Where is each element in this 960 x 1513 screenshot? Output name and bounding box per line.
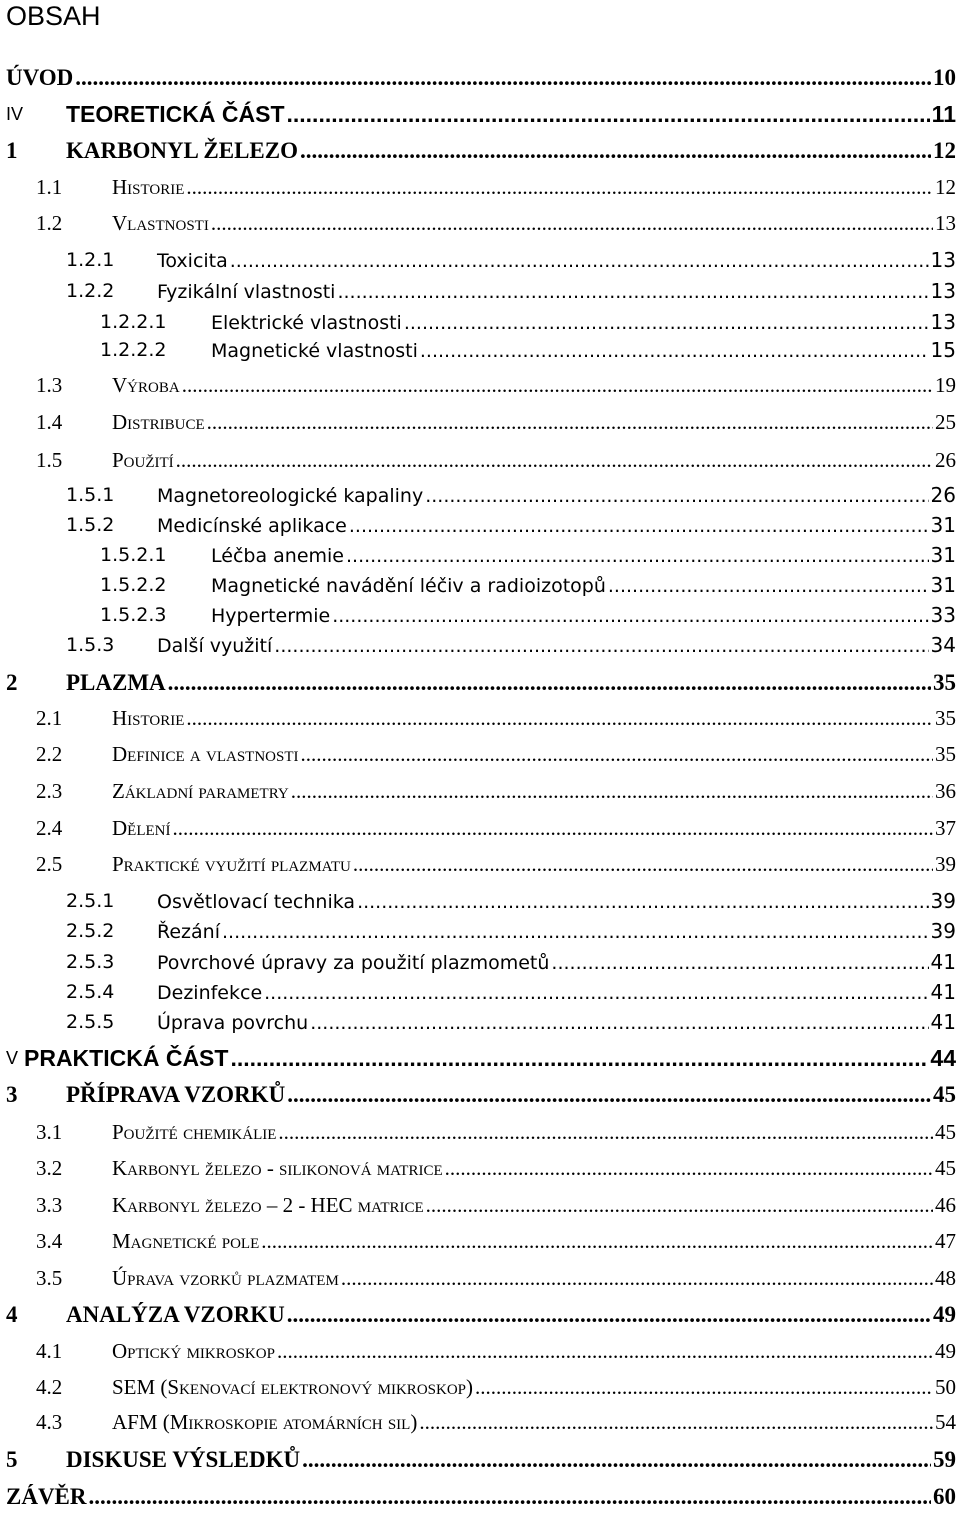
toc-number: 3.5 xyxy=(36,1266,63,1290)
toc-page-number: 13 xyxy=(930,248,956,272)
toc-number: 1.5.2.2 xyxy=(100,574,167,596)
toc-entry[interactable] xyxy=(0,98,960,130)
toc-page-number: 10 xyxy=(933,65,956,90)
dot-leader xyxy=(211,207,933,239)
toc-number: 1.4 xyxy=(36,410,63,434)
toc-entry[interactable] xyxy=(0,244,960,276)
toc-page-number: 48 xyxy=(935,1266,956,1290)
toc-number: 1.2.2.2 xyxy=(100,339,167,361)
toc-entry[interactable] xyxy=(0,334,960,366)
toc-label: TEORETICKÁ ČÁST xyxy=(66,101,285,127)
dot-leader xyxy=(426,1189,933,1221)
toc-entry[interactable] xyxy=(0,509,960,541)
toc-entry[interactable] xyxy=(0,775,960,807)
toc-page-number: 26 xyxy=(935,448,956,472)
toc-label: Historie xyxy=(112,175,185,199)
toc-number: 2.5.5 xyxy=(66,1011,115,1033)
dot-leader xyxy=(264,977,928,1009)
toc-number: 2.2 xyxy=(36,742,63,766)
toc-entry[interactable] xyxy=(0,915,960,947)
toc-label: Výroba xyxy=(112,373,180,397)
toc-entry[interactable] xyxy=(0,406,960,438)
toc-page-number: 37 xyxy=(935,816,956,840)
dot-leader xyxy=(357,886,928,918)
dot-leader xyxy=(287,1299,931,1331)
toc-label: KARBONYL ŽELEZO xyxy=(66,138,298,163)
toc-label: Úprava povrchu xyxy=(157,1012,309,1034)
toc-label: ZÁVĚR xyxy=(6,1484,87,1509)
toc-page-number: 31 xyxy=(930,543,956,567)
dot-leader xyxy=(277,1335,933,1367)
toc-label: PLAZMA xyxy=(66,670,166,695)
toc-number: 1.2.2 xyxy=(66,280,115,302)
toc-number: 3.4 xyxy=(36,1229,63,1253)
dot-leader xyxy=(287,98,930,130)
toc-number: 2.5.1 xyxy=(66,890,115,912)
toc-number: V xyxy=(6,1048,19,1068)
toc-entry[interactable] xyxy=(0,539,960,571)
toc-entry[interactable] xyxy=(0,1335,960,1367)
toc-label: Dělení xyxy=(112,816,171,840)
toc-label: Úprava vzorků plazmatem xyxy=(112,1266,339,1290)
toc-entry[interactable] xyxy=(0,667,960,699)
toc-entry[interactable] xyxy=(0,135,960,167)
dot-leader xyxy=(172,812,933,844)
toc-entry[interactable] xyxy=(0,629,960,661)
toc-page-number: 41 xyxy=(930,980,956,1004)
toc-label: Hypertermie xyxy=(211,605,331,627)
dot-leader xyxy=(551,947,928,979)
toc-page-number: 45 xyxy=(935,1120,956,1144)
toc-entry[interactable] xyxy=(0,1116,960,1148)
toc-number: 1.2.2.1 xyxy=(100,311,167,333)
toc-page-number: 45 xyxy=(935,1156,956,1180)
toc-label: Použití xyxy=(112,448,174,472)
dot-leader xyxy=(420,335,929,367)
toc-number: 2.4 xyxy=(36,816,63,840)
toc-page-number: 39 xyxy=(930,919,956,943)
toc-page-number: 39 xyxy=(935,852,956,876)
toc-label: Magnetické pole xyxy=(112,1229,260,1253)
toc-page-number: 33 xyxy=(930,603,956,627)
toc-entry[interactable] xyxy=(0,62,960,94)
toc-number: 2.1 xyxy=(36,706,63,730)
toc-number: IV xyxy=(6,104,24,124)
dot-leader xyxy=(186,702,933,734)
toc-label: Karbonyl železo – 2 - HEC matrice xyxy=(112,1193,424,1217)
toc-entry[interactable] xyxy=(0,885,960,917)
toc-entry[interactable] xyxy=(0,444,960,476)
toc-entry[interactable] xyxy=(0,1406,960,1438)
dot-leader xyxy=(168,667,931,699)
toc-page-number: 35 xyxy=(935,706,956,730)
dot-leader xyxy=(337,276,928,308)
toc-page-number: 54 xyxy=(935,1410,956,1434)
toc-label: Elektrické vlastnosti xyxy=(211,312,402,334)
toc-label: Dezinfekce xyxy=(157,982,263,1004)
toc-label: Fyzikální vlastnosti xyxy=(157,281,336,303)
dot-leader xyxy=(445,1152,933,1184)
toc-number: 1.2 xyxy=(36,211,63,235)
toc-label: Toxicita xyxy=(157,250,228,272)
toc-label: Řezání xyxy=(157,921,220,943)
toc-page-number: 34 xyxy=(930,633,956,657)
toc-page-number: 50 xyxy=(935,1375,956,1399)
toc-label: PŘÍPRAVA VZORKŮ xyxy=(66,1082,286,1107)
toc-page-number: 13 xyxy=(930,279,956,303)
dot-leader xyxy=(346,540,929,572)
toc-entry[interactable] xyxy=(0,848,960,880)
toc-number: 5 xyxy=(6,1447,18,1472)
toc-number: 3.1 xyxy=(36,1120,63,1144)
toc-entry[interactable] xyxy=(0,369,960,401)
toc-number: 1.3 xyxy=(36,373,63,397)
toc-label: Medicínské aplikace xyxy=(157,515,347,537)
dot-leader xyxy=(278,1116,933,1148)
dot-leader xyxy=(341,1262,933,1294)
toc-entry[interactable] xyxy=(0,1371,960,1403)
toc-number: 2.5.2 xyxy=(66,920,115,942)
toc-number: 2 xyxy=(6,670,18,695)
toc-label: Definice a vlastnosti xyxy=(112,742,299,766)
dot-leader xyxy=(222,916,929,948)
dot-leader xyxy=(608,570,929,602)
toc-number: 4.3 xyxy=(36,1410,63,1434)
toc-page-number: 60 xyxy=(933,1484,956,1509)
toc-label: Povrchové úpravy za použití plazmometů xyxy=(157,952,550,974)
dot-leader xyxy=(230,245,929,277)
dot-leader xyxy=(186,171,933,203)
page-title: OBSAH xyxy=(6,1,101,31)
toc-entry[interactable] xyxy=(0,569,960,601)
toc-label: PRAKTICKÁ ČÁST xyxy=(24,1045,229,1071)
toc-page-number: 13 xyxy=(935,211,956,235)
toc-entry[interactable] xyxy=(0,207,960,239)
toc-label: Magnetoreologické kapaliny xyxy=(157,485,424,507)
toc-label: SEM (Skenovací elektronový mikroskop) xyxy=(112,1375,473,1399)
dot-leader xyxy=(353,848,933,880)
toc-page-number: 41 xyxy=(930,1010,956,1034)
toc-entry[interactable] xyxy=(0,275,960,307)
toc-entry[interactable] xyxy=(0,1299,960,1331)
toc-number: 3 xyxy=(6,1082,18,1107)
dot-leader xyxy=(475,1371,933,1403)
toc-number: 1.1 xyxy=(36,175,63,199)
dot-leader xyxy=(274,630,928,662)
dot-leader xyxy=(230,1042,928,1074)
toc-label: Magnetické vlastnosti xyxy=(211,340,418,362)
toc-entry[interactable] xyxy=(0,1152,960,1184)
toc-page-number: 19 xyxy=(935,373,956,397)
dot-leader xyxy=(207,406,933,438)
toc-entry[interactable] xyxy=(0,976,960,1008)
toc-number: 2.5.4 xyxy=(66,981,115,1003)
toc-page-number: 35 xyxy=(933,670,956,695)
toc-label: Základní parametry xyxy=(112,779,289,803)
toc-entry[interactable] xyxy=(0,738,960,770)
toc-page-number: 11 xyxy=(931,101,956,127)
toc-label: Karbonyl železo - silikonová matrice xyxy=(112,1156,443,1180)
toc-label: Použité chemikálie xyxy=(112,1120,277,1144)
toc-number: 4.1 xyxy=(36,1339,63,1363)
toc-page-number: 31 xyxy=(930,573,956,597)
toc-page-number: 12 xyxy=(935,175,956,199)
dot-leader xyxy=(419,1406,933,1438)
toc-entry[interactable] xyxy=(0,1189,960,1221)
toc-page-number: 39 xyxy=(930,889,956,913)
toc-label: AFM (Mikroskopie atomárních sil) xyxy=(112,1410,418,1434)
dot-leader xyxy=(89,1481,931,1513)
toc-number: 1.2.1 xyxy=(66,249,115,271)
toc-entry[interactable] xyxy=(0,1262,960,1294)
toc-page-number: 47 xyxy=(935,1229,956,1253)
toc-page-number: 45 xyxy=(933,1082,956,1107)
toc-number: 1.5.2 xyxy=(66,514,115,536)
toc-number: 3.3 xyxy=(36,1193,63,1217)
dot-leader xyxy=(425,480,928,512)
toc-entry[interactable] xyxy=(0,702,960,734)
toc-entry[interactable] xyxy=(0,812,960,844)
toc-number: 1.5.2.1 xyxy=(100,544,167,566)
toc-number: 1 xyxy=(6,138,18,163)
toc-label: Praktické využití plazmatu xyxy=(112,852,351,876)
toc-entry[interactable] xyxy=(0,599,960,631)
toc-page-number: 41 xyxy=(930,950,956,974)
toc-entry[interactable] xyxy=(0,479,960,511)
dot-leader xyxy=(301,738,934,770)
toc-label: Distribuce xyxy=(112,410,205,434)
toc-entry[interactable] xyxy=(0,946,960,978)
toc-entry[interactable] xyxy=(0,1079,960,1111)
toc-page-number: 35 xyxy=(935,742,956,766)
dot-leader xyxy=(332,600,928,632)
toc-entry[interactable] xyxy=(0,1225,960,1257)
toc-number: 1.5.1 xyxy=(66,484,115,506)
toc-entry[interactable] xyxy=(0,1042,960,1074)
toc-page-number: 46 xyxy=(935,1193,956,1217)
toc-number: 1.5 xyxy=(36,448,63,472)
toc-page-number: 49 xyxy=(933,1302,956,1327)
toc-entry[interactable] xyxy=(0,1481,960,1513)
dot-leader xyxy=(310,1007,928,1039)
toc-number: 1.5.2.3 xyxy=(100,604,167,626)
toc-number: 4 xyxy=(6,1302,18,1327)
toc-label: Magnetické navádění léčiv a radioizotopů xyxy=(211,575,606,597)
toc-number: 2.5.3 xyxy=(66,951,115,973)
dot-leader xyxy=(287,1079,931,1111)
toc-page-number: 36 xyxy=(935,779,956,803)
toc-page-number: 15 xyxy=(930,338,956,362)
toc-label: DISKUSE VÝSLEDKŮ xyxy=(66,1447,301,1472)
toc-label: Optický mikroskop xyxy=(112,1339,275,1363)
toc-page-number: 12 xyxy=(933,138,956,163)
toc-page-number: 44 xyxy=(930,1045,956,1071)
toc-label: Další využití xyxy=(157,635,273,657)
toc-label: ANALÝZA VZORKU xyxy=(66,1302,285,1327)
toc-number: 2.5 xyxy=(36,852,63,876)
toc-page-number: 59 xyxy=(933,1447,956,1472)
dot-leader xyxy=(176,444,933,476)
toc-page-number: 49 xyxy=(935,1339,956,1363)
toc-number: 1.5.3 xyxy=(66,634,115,656)
toc-page-number: 13 xyxy=(930,310,956,334)
dot-leader xyxy=(261,1225,933,1257)
toc-number: 2.3 xyxy=(36,779,63,803)
toc-label: Historie xyxy=(112,706,185,730)
toc-page-number: 25 xyxy=(935,410,956,434)
toc-label: ÚVOD xyxy=(6,65,74,90)
dot-leader xyxy=(349,510,929,542)
dot-leader xyxy=(291,775,933,807)
dot-leader xyxy=(300,135,931,167)
toc-page-number: 31 xyxy=(930,513,956,537)
toc-entry[interactable] xyxy=(0,1006,960,1038)
toc-label: Osvětlovací technika xyxy=(157,891,356,913)
toc-label: Vlastnosti xyxy=(112,211,209,235)
toc-number: 4.2 xyxy=(36,1375,63,1399)
dot-leader xyxy=(182,369,933,401)
toc-entry[interactable] xyxy=(0,1444,960,1476)
toc-number: 3.2 xyxy=(36,1156,63,1180)
dot-leader xyxy=(302,1444,931,1476)
toc-label: Léčba anemie xyxy=(211,545,344,567)
toc-entry[interactable] xyxy=(0,171,960,203)
toc-page-number: 26 xyxy=(930,483,956,507)
dot-leader xyxy=(75,62,931,94)
